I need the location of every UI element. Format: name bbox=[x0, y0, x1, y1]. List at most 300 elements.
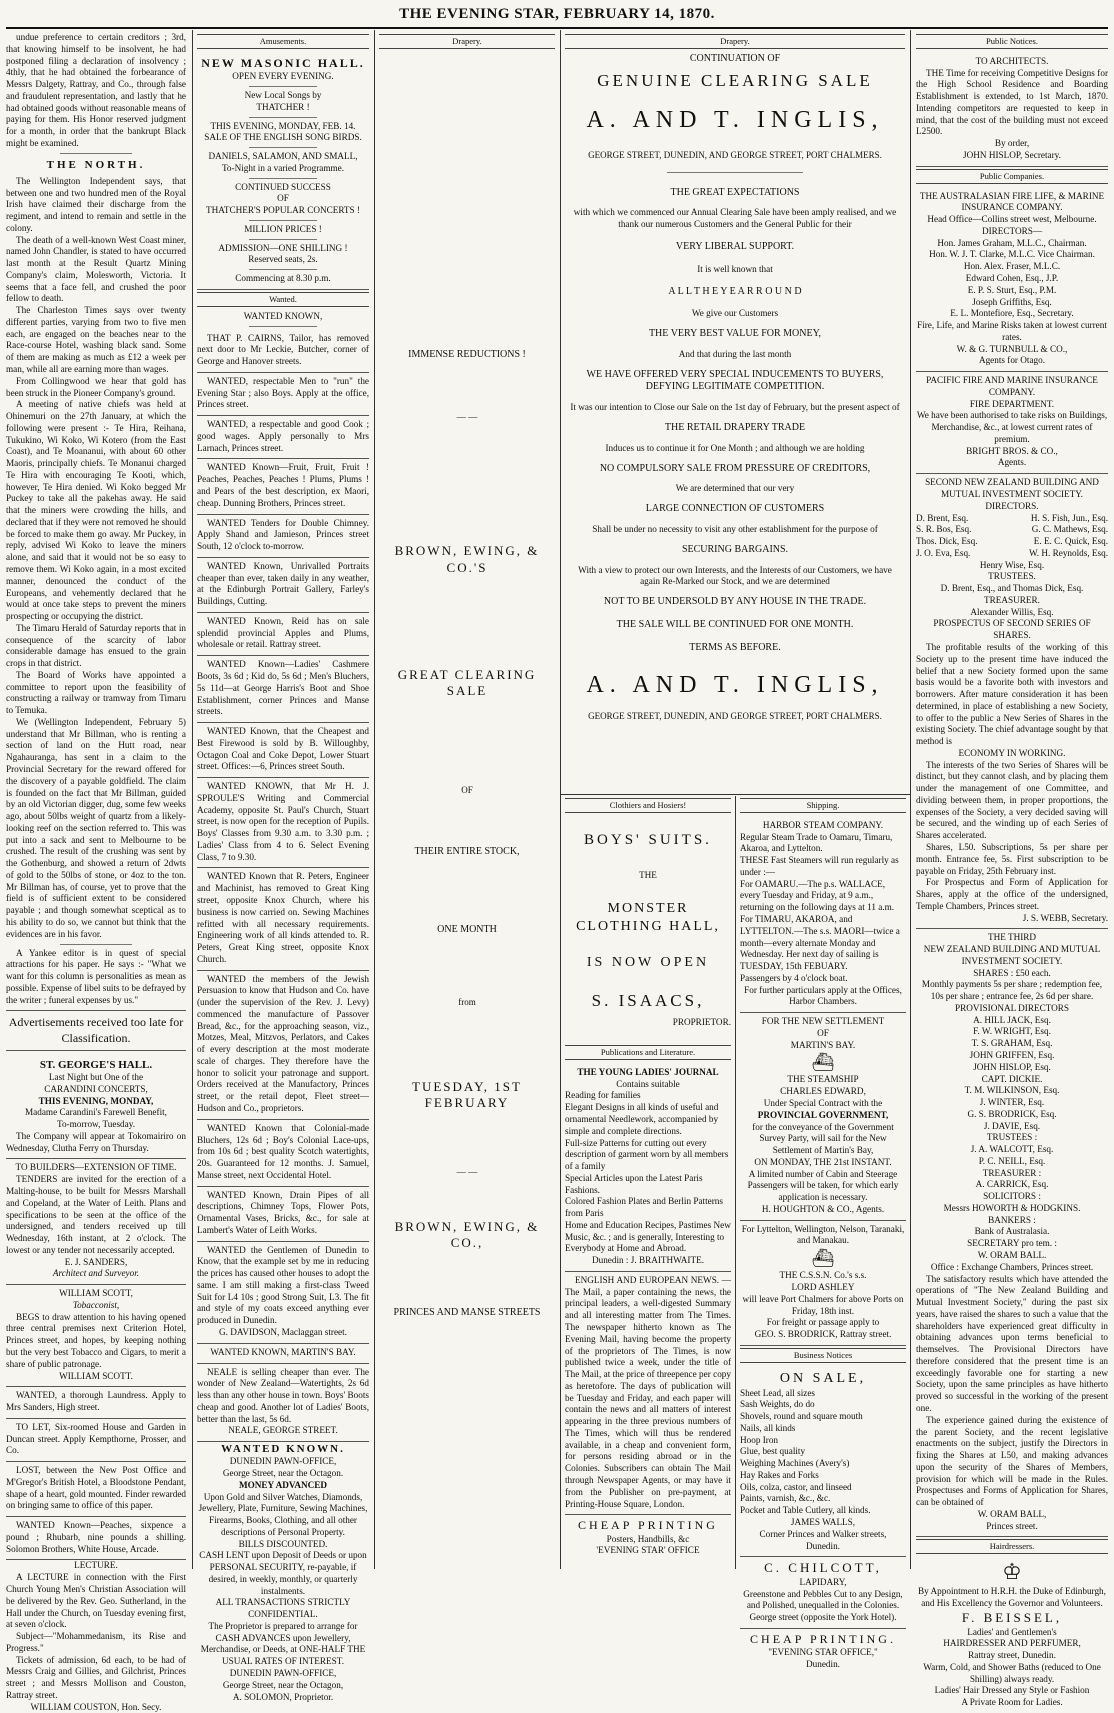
ad-body: WANTED Known—Peaches, sixpence a pound ; Rhubarb, nine pounds a shilling. Solomon Brothers, White House, Arcade. bbox=[6, 1520, 186, 1554]
ad-body: WANTED, respectable Men to "run" the Evening Star ; also Boys. Apply at the office, Princes street. bbox=[197, 375, 369, 410]
ad-body: WANTED Known, Reid has on sale splendid provincial Apples and Plums, wholesale or retail. Rattray street. bbox=[197, 615, 369, 650]
ad-line: 'EVENING STAR' OFFICE bbox=[596, 1545, 700, 1556]
ad-title: ON SALE, bbox=[779, 1370, 867, 1386]
article-paragraph: From Collingwood we hear that gold has been struck in the Pioneer Company's ground. bbox=[6, 375, 186, 398]
director-row: S. R. Bos, Esq. G. C. Mathews, Esq. bbox=[916, 524, 1108, 535]
column-rule bbox=[735, 796, 736, 1569]
ad-line: SHARES : £50 each. bbox=[973, 967, 1051, 978]
ad-line: A. SOLOMON, Proprietor. bbox=[232, 1691, 334, 1702]
ad-body: WANTED Known that R. Peters, Engineer and Machinist, has removed to Great King street, opposite Knox Church, where his business is now carried on. Sewing Machines refitted with all necessary requirements. Engineering work of all kinds attended to. R. Peters, Great King street, opposite Knox Church. bbox=[197, 871, 369, 964]
ad-line: For further particulars apply at the Offices, Harbor Chambers. bbox=[744, 984, 902, 1007]
ad-body: A LECTURE in connection with the First Church Young Men's Christian Association will be delivered by the Rev. Geo. Sutherland, in the Hall under the Church, on Tuesday evening first, at seven o'clock. bbox=[6, 1572, 186, 1630]
ad-signature: Agents for Otago. bbox=[978, 355, 1046, 366]
article-paragraph: We (Wellington Independent, February 5) understand that Mr Billman, who is renting a section of land on the Hutt road, near Ngahauranga, has sent in a claim to the Provincial Secretary for the reward offered for the discovery of a payable goldfield. The claim is founded on the fact that Mr Billman, guided by an old Victorian digger, dug, some few weeks ago, about 50lbs weight of quartz from a likely-looking reef on the section referred to. This was put into a sack and sent to Melbourne to be crushed. The result of the crushing was sent by the Gothenburg, and showed a return of 2dwts of gold to the 50lbs of stone, or 4oz to the ton. Mr Billman has, of course, yet to prove that the field is of sufficient extent to be considered payable ; and though somewhat sceptical as to his ability to do so, we cannot but think that the evidences are in his favor. bbox=[6, 716, 186, 939]
ad-line: THE SALE WILL BE CONTINUED FOR ONE MONTH. bbox=[616, 618, 854, 630]
advertisement bbox=[6, 1419, 186, 1462]
advertisement bbox=[740, 1557, 906, 1629]
director-row: D. Brent, Esq. H. S. Fish, Jun., Esq. bbox=[916, 512, 1108, 523]
ad-line: T. M. WILKINSON, Esq. bbox=[964, 1085, 1060, 1096]
ad-line: We have been authorised to take risks on Buildings, Merchandise, &c., at lowest current rates of premium. bbox=[916, 410, 1108, 444]
advertisement bbox=[6, 1055, 186, 1159]
ad-line: SECRETARY pro tem. : bbox=[967, 1238, 1057, 1249]
advertisement bbox=[197, 1442, 369, 1703]
section-heading: Advertisements received too late for Classification. bbox=[8, 1015, 184, 1045]
ad-signature: H. HOUGHTON & CO., Agents. bbox=[761, 1203, 885, 1214]
ad-line: George Street, near the Octagon, bbox=[222, 1679, 344, 1690]
ad-body: TO LET, Six-roomed House and Garden in Duncan street. Apply Kempthorne, Prosser, and Co. bbox=[6, 1421, 186, 1456]
advertisement bbox=[197, 373, 369, 416]
steamship-icon: ⛴ bbox=[811, 1052, 835, 1073]
ad-line: By Appointment to H.R.H. the Duke of Edinburgh, and His Excellency the Governor and Volunteers. bbox=[918, 1586, 1106, 1609]
ad-signature: By order, bbox=[994, 138, 1030, 149]
ad-title: GENUINE CLEARING SALE bbox=[597, 70, 873, 90]
ad-line: New Local Songs by bbox=[244, 90, 322, 100]
section-heading: Wanted. bbox=[197, 292, 369, 307]
ad-line: DIRECTORS— bbox=[981, 225, 1043, 236]
ad-signature: PROPRIETOR. bbox=[672, 1017, 731, 1028]
ad-line: DANIELS, SALAMON, AND SMALL, bbox=[208, 151, 358, 162]
article-paragraph: A Yankee editor is in quest of special attractions for his paper. He says :- "What we want for this column is personalities as mean as possible. Expense of libel suits to be defrayed by the writer ; funeral expenses by us." bbox=[6, 947, 186, 1005]
ad-line: TERMS AS BEFORE. bbox=[689, 641, 781, 653]
ad-line: Elegant Designs in all kinds of useful and ornamental Needlework, accompanied by simple and complete directions. bbox=[565, 1102, 719, 1136]
advertisement bbox=[197, 53, 369, 290]
ad-line: Alexander Willis, Esq. bbox=[970, 606, 1054, 617]
section-rule bbox=[561, 794, 910, 795]
advertisement bbox=[197, 416, 369, 459]
ad-title: CHEAP PRINTING. bbox=[750, 1631, 896, 1646]
ad-line: Induces us to continue it for One Month ; and although we are holding bbox=[605, 442, 865, 453]
ad-title: WANTED KNOWN. bbox=[221, 1443, 345, 1456]
ad-line: E. P. S. Sturt, Esq., P.M. bbox=[967, 284, 1057, 295]
ad-line: Shovels, round and square mouth bbox=[740, 1411, 863, 1422]
ad-line: G. S. BRODRICK, Esq. bbox=[967, 1108, 1057, 1119]
ad-signature: Dunedin. bbox=[806, 1540, 840, 1551]
ad-line: T. S. GRAHAM, Esq. bbox=[971, 1038, 1053, 1049]
ad-line: THIS EVENING, MONDAY, FEB. 14. bbox=[210, 120, 356, 131]
advertisement bbox=[197, 558, 369, 613]
ad-line: Glue, best quality bbox=[740, 1446, 806, 1457]
ad-body: NEALE is selling cheaper than ever. The wonder of New Zealand—Watertights, 2s 6d less than any other house in town. Boys' Boots cheap and good. Another lot of Ladies' Boots, better than the last, 5s 6d. bbox=[197, 1366, 369, 1424]
ad-line: THE RETAIL DRAPERY TRADE bbox=[664, 422, 806, 434]
advertisement bbox=[197, 613, 369, 656]
ad-title: C. CHILCOTT, bbox=[764, 1560, 882, 1576]
masthead-rule bbox=[6, 27, 1108, 29]
ad-title: CHEAP PRINTING bbox=[578, 1518, 718, 1533]
ad-line: CONTINUED SUCCESS bbox=[235, 181, 331, 192]
ad-line: BILLS DISCOUNTED. bbox=[238, 1538, 328, 1549]
ad-line: Last Night but One of the bbox=[48, 1072, 144, 1083]
ad-signature: WILLIAM COUSTON, Hon. Secy. bbox=[30, 1701, 162, 1712]
ad-line: Sheet Lead, all sizes bbox=[740, 1387, 816, 1398]
ad-line: A limited number of Cabin and Steerage Passengers will be taken, for which early application is necessary. bbox=[747, 1168, 899, 1203]
advertisement bbox=[197, 656, 369, 723]
ad-line: SALE OF THE ENGLISH SONG BIRDS. bbox=[204, 132, 362, 143]
advertisement bbox=[6, 1462, 186, 1517]
ad-line: CARANDINI CONCERTS, bbox=[44, 1083, 148, 1094]
ad-line: LARGE CONNECTION OF CUSTOMERS bbox=[645, 503, 825, 515]
ad-line: TRUSTEES : bbox=[986, 1132, 1038, 1143]
ad-line: Hon. W. J. T. Clarke, M.L.C. Vice Chairman. bbox=[929, 249, 1095, 260]
ad-body: The experience gained during the existence of the parent Society, and the recent legislative enactments on the subject, justify the Directors in fixing the Shares at L50, and making advances upon the security of the Shares of Members, provision for which will be made in the Rules. Prospectuses and Forms of Application for Shares, can be obtained of bbox=[916, 1414, 1108, 1508]
ad-title: FOR THE NEW SETTLEMENT bbox=[761, 1016, 885, 1027]
ad-line: LAPIDARY, bbox=[799, 1576, 847, 1587]
ad-line: Fire, Life, and Marine Risks taken at lowest current rates. bbox=[917, 320, 1107, 342]
ad-signature: Corner Princes and Walker streets, bbox=[759, 1528, 887, 1539]
section-heading: Drapery. bbox=[565, 34, 905, 49]
ad-subtitle: Tobacconist, bbox=[72, 1299, 120, 1310]
ad-line: CAPT. DICKIE. bbox=[981, 1073, 1043, 1084]
article-paragraph: A meeting of native chiefs was held at Ohinemuri on the 27th January, at which the following were present :- Te Hira, Reihana, Tukukino, Wi Koko, Wi Kotero (from the East Coast), and Te Moananui, with about 60 other Maoris, principally chiefs. Te Monanui charged Te Hira with encouraging Te Kooti, which, however, Te Hira denied. Wi Koko begged Mr Puckey to take all the pakehas away. He said that the miners were crowding the hills, and declared that if they were not removed he should be forced to make them go away. Mr Puckey, in reply, advised Wi Koko to leave the miners alone, and said that it would not be so easy to remove them. Wi Koko again, in a most excited manner, denounced the conduct of the Europeans, and vehemently declared that he would at once take steps to prevent the miners prospecting or occupying the district. bbox=[6, 399, 186, 622]
ad-line: PROVINCIAL GOVERNMENT, bbox=[757, 1109, 889, 1120]
ad-line: Sash Weights, do do bbox=[740, 1399, 815, 1410]
column-4-right bbox=[740, 796, 906, 1670]
ad-title: PACIFIC FIRE AND MARINE INSURANCE COMPANY. bbox=[926, 375, 1098, 397]
ad-body: WANTED, a thorough Laundress. Apply to Mrs Sanders, High street. bbox=[6, 1390, 186, 1413]
advertisement bbox=[916, 1558, 1108, 1709]
masthead: THE EVENING STAR, FEBRUARY 14, 1870. bbox=[399, 6, 715, 22]
ad-line: Office : Exchange Chambers, Princes street. bbox=[930, 1261, 1094, 1272]
director-row: J. O. Eva, Esq. W. H. Reynolds, Esq. bbox=[916, 547, 1108, 558]
ad-signature: J. S. WEBB, Secretary. bbox=[1022, 912, 1108, 923]
ad-line: BROWN, EWING, & CO., bbox=[394, 1218, 540, 1251]
ad-line: HAIRDRESSER AND PERFUMER, bbox=[943, 1638, 1081, 1649]
advertisement bbox=[6, 1159, 186, 1285]
ad-line: NOT TO BE UNDERSOLD BY ANY HOUSE IN THE TRADE. bbox=[603, 596, 867, 608]
ad-line: OF bbox=[817, 1027, 829, 1038]
ad-body: THE Time for receiving Competitive Designs for the High School Residence and Boarding Establishment is extended, to 1st March, 1870. Intending competitors are requested to keep in mind, that the cost of the building must not exceed L2500. bbox=[916, 67, 1108, 137]
section-heading: Public Notices. bbox=[916, 34, 1108, 49]
ad-body: The satisfactory results which have attended the operations of "The New Zealand Building and Mutual Investment Society," during the past six years, have raised the shares to such a value that the shareholders have experienced great difficulty in obtaining advances upon terms beneficial to themselves. The Provisional Directors have therefore considered that the present time is an exceedingly favorable one for starting a new Society, upon the same principles as have hitherto proved so successful in the working of the present one. bbox=[916, 1273, 1108, 1413]
ad-body: WANTED Known—Ladies' Cashmere Boots, 3s 6d ; Kid do, 5s 6d ; Men's Bluchers, 5s 11d—at George Harris's Boot and Shoe Establishment, corner Princes and Manse streets. bbox=[197, 659, 369, 717]
ad-line: Passengers by 4 o'clock boat. bbox=[740, 972, 848, 983]
article-continuation: undue preference to certain creditors ; 3rd, that knowing himself to be insolvent, he had postponed filing a declaration of insolvency ; 4thly, that he had obtained the forbearance of Messrs Dalgety, Rattray, and Co., through false and fraudulent representation, and lastly that he had obtained goods without reasonable means of paying for them. His Honor reserved judgment for a month, in order that the bankrupt Black might be examined. bbox=[6, 32, 186, 148]
section-heading: Publications and Literature. bbox=[565, 1045, 731, 1060]
ad-body: WANTED Known, Drain Pipes of all descriptions, Chimney Tops, Flower Pots, Ornamental Vases, Bricks, &c., for sale at Lambert's Water of Leith Works. bbox=[197, 1189, 369, 1235]
advertisement bbox=[6, 1387, 186, 1419]
ad-line: And that during the last month bbox=[678, 348, 792, 359]
advertisement bbox=[197, 868, 369, 970]
ad-line: THATCHER ! bbox=[256, 101, 310, 112]
ad-line: TREASURER : bbox=[982, 1167, 1042, 1178]
ad-line: ON MONDAY, THE 21st INSTANT. bbox=[754, 1156, 892, 1167]
advertisement bbox=[197, 515, 369, 558]
ad-line: from bbox=[458, 997, 476, 1008]
ad-line: Reading for families bbox=[565, 1090, 641, 1101]
ad-line: Pocket and Table Cutlery, all kinds. bbox=[740, 1505, 871, 1516]
ad-signature: Architect and Surveyor. bbox=[52, 1268, 140, 1279]
ad-signature: W. ORAM BALL, bbox=[977, 1508, 1047, 1519]
ad-signature: WILLIAM SCOTT. bbox=[59, 1370, 133, 1381]
ad-line: Hon. James Graham, M.L.C., Chairman. bbox=[937, 237, 1087, 248]
ad-line: Reserved seats, 2s. bbox=[248, 254, 318, 265]
steamship-icon: ⛴ bbox=[811, 1248, 835, 1269]
ad-line: OPEN EVERY EVENING. bbox=[232, 71, 334, 82]
ad-line: MILLION PRICES ! bbox=[244, 223, 322, 234]
ad-line: Colored Fashion Plates and Berlin Patterns from Paris bbox=[565, 1196, 723, 1219]
ad-line: For OAMARU.—The p.s. WALLACE, every Tuesday and Friday, at 9 a.m., returning on the following days at 11 a.m. bbox=[740, 878, 895, 913]
advertisement bbox=[6, 1517, 186, 1560]
ad-line: Ladies' and Gentlemen's bbox=[967, 1626, 1057, 1637]
ad-body: WANTED Known, Unrivalled Portraits cheaper than ever, taken daily in any weather, at the Edinburgh Portrait Gallery, Farley's Buildings, Cutting. bbox=[197, 560, 369, 607]
ad-line: THE C.S.S.N. Co.'s s.s. bbox=[779, 1270, 867, 1281]
ad-line: Hon. Alex. Fraser, M.L.C. bbox=[963, 261, 1061, 272]
ad-title: For Lyttelton, Wellington, Nelson, Taranaki, and Manakau. bbox=[741, 1223, 905, 1246]
ad-body: THAT P. CAIRNS, Tailor, has removed next door to Mr Leckie, Butcher, corner of George and Hanover streets. bbox=[197, 332, 369, 367]
section-heading: Drapery. bbox=[379, 34, 555, 49]
ad-line: P. C. NEILL, Esq. bbox=[978, 1155, 1046, 1166]
ad-line: GEORGE STREET, DUNEDIN, AND GEORGE STREET, PORT CHALMERS. bbox=[588, 150, 882, 161]
column-rule bbox=[910, 30, 911, 1569]
advertisement bbox=[6, 1560, 186, 1713]
ad-line: Posters, Handbills, &c bbox=[606, 1533, 690, 1544]
advertisement bbox=[740, 1221, 906, 1346]
ad-line: W. ORAM BALL. bbox=[977, 1250, 1047, 1261]
ad-signature: W. & G. TURNBULL & CO., bbox=[956, 343, 1068, 354]
ad-signature: JOHN HISLOP, Secretary. bbox=[963, 150, 1061, 160]
ad-line: PROVISIONAL DIRECTORS bbox=[954, 1002, 1070, 1013]
ad-signature: G. DAVIDSON, Maclaggan street. bbox=[219, 1327, 347, 1338]
ad-line: PROSPECTUS OF SECOND SERIES OF SHARES. bbox=[933, 618, 1091, 641]
ad-line: JOHN GRIFFEN, Esq. bbox=[969, 1050, 1055, 1060]
royal-crest-icon: ♔ bbox=[1002, 1559, 1022, 1585]
ad-line: For TIMARU, AKAROA, and LYTTELTON.—The s.s. MAORI—twice a month—every alternate Monday and Wednesday. Her next day of sailing is TUESDAY, 15th FEBUARY. bbox=[740, 914, 900, 972]
advertisement bbox=[916, 929, 1108, 1537]
ad-line: CASH LENT upon Deposit of Deeds or upon PERSONAL SECURITY, re-payable, if desired, in weekly, monthly, or quarterly instalments. bbox=[199, 1550, 367, 1596]
ad-line: TREASURER. bbox=[984, 594, 1040, 605]
ad-line: GEORGE STREET, DUNEDIN, AND GEORGE STREET, PORT CHALMERS. bbox=[588, 711, 882, 722]
article-paragraph: The Wellington Independent says, that between one and two hundred men of the Royal Irish have claimed their discharge from the regiment, and intend to remain and settle in the colony. bbox=[6, 175, 186, 233]
advertisement bbox=[6, 1285, 186, 1387]
ad-line: E. L. Montefiore, Esq., Secretary. bbox=[950, 308, 1074, 319]
ad-title: WANTED KNOWN, MARTIN'S BAY. bbox=[197, 1344, 369, 1364]
ad-line: A. CARRICK, Esq. bbox=[975, 1179, 1049, 1190]
ad-line: The Company will appear at Tokomairiro on Wednesday, Clutha Ferry on Thursday. bbox=[6, 1130, 186, 1153]
column-2 bbox=[197, 32, 369, 1702]
ad-body: The interests of the two Series of Shares will be distinct, but they cannot clash, and by placing them under the management of one Committee, and dividing between them, in proper proportions, the expenses of the Society, a very decided saving will be secured, and the winding up of each Series of Shares accelerated. bbox=[916, 759, 1108, 841]
article-paragraph: The Board of Works have appointed a committee to report upon the feasibility of constructing a railway or tramway from Timaru to Temuka. bbox=[6, 669, 186, 716]
ad-line: J. A. WALCOTT, Esq. bbox=[970, 1144, 1054, 1155]
ad-title: WANTED KNOWN, bbox=[243, 310, 323, 321]
column-rule bbox=[560, 30, 561, 1569]
ad-line: TRUSTEES. bbox=[988, 571, 1036, 582]
ad-line: THATCHER'S POPULAR CONCERTS ! bbox=[206, 205, 360, 216]
ad-line: LORD ASHLEY bbox=[791, 1281, 855, 1292]
ad-line: SOLICITORS : bbox=[983, 1191, 1041, 1202]
advertisement bbox=[565, 1064, 731, 1272]
ad-line: Upon Gold and Silver Watches, Diamonds, Jewellery, Plate, Furniture, Sewing Machines, Firearms, Books, Clothing, and all other descriptions of Personal Property. bbox=[198, 1491, 368, 1537]
ad-signature: Dunedin : J. BRAITHWAITE. bbox=[591, 1255, 705, 1266]
ad-signature: JAMES WALLS, bbox=[790, 1517, 856, 1527]
ad-title: TO BUILDERS—EXTENSION OF TIME. bbox=[15, 1162, 177, 1173]
ad-body: TENDERS are invited for the erection of a Malting-house, to be built for Messrs Marshall and Copeland, at the Water of Leith. Plans and specifications to be seen at the office of the undersigned, and tenders received up till Wednesday, 16th instant, at 2 o'clock. The lowest or any tender not necessarily accepted. bbox=[6, 1174, 186, 1255]
advertisement bbox=[740, 817, 906, 1013]
advertisement bbox=[197, 1242, 369, 1344]
ad-line: To-morrow, Tuesday. bbox=[56, 1119, 136, 1130]
ad-line: THIS EVENING, MONDAY, bbox=[38, 1095, 154, 1106]
advertisement bbox=[197, 459, 369, 514]
ad-line: will leave Port Chalmers for above Ports on Friday, 18th inst. bbox=[742, 1293, 904, 1316]
ad-line: VERY LIBERAL SUPPORT. bbox=[675, 240, 795, 252]
ad-line: THE VERY BEST VALUE FOR MONEY, bbox=[648, 328, 822, 340]
ad-title: THE THIRD bbox=[987, 932, 1037, 943]
ad-title: MONSTER CLOTHING HALL, bbox=[576, 900, 720, 934]
ad-line: A. HILL JACK, Esq. bbox=[973, 1014, 1051, 1025]
ad-signature: GEO. S. BRODRICK, Rattray street. bbox=[754, 1329, 892, 1340]
ad-line: THE GREAT EXPECTATIONS bbox=[670, 186, 800, 198]
advertisement bbox=[565, 1272, 731, 1515]
ad-line: Warm, Cold, and Shower Baths (reduced to One Shilling) always ready. bbox=[923, 1661, 1101, 1684]
ad-line: for the conveyance of the Government Survey Party, will sail for the New Settlement of Martin's Bay, bbox=[752, 1121, 894, 1156]
advertisement bbox=[197, 1364, 369, 1443]
advertisement bbox=[197, 330, 369, 373]
column-4-drapery bbox=[565, 32, 905, 792]
section-heading: Amusements. bbox=[197, 34, 369, 49]
ad-line: — — bbox=[456, 411, 478, 422]
ad-line: F. W. WRIGHT, Esq. bbox=[973, 1026, 1051, 1037]
ad-line: FIRE DEPARTMENT. bbox=[969, 398, 1055, 409]
ad-line: THE STEAMSHIP bbox=[787, 1074, 859, 1085]
ad-body: WANTED Known, that the Cheapest and Best Firewood is sold by B. Willoughby, Octagon Coal and Coke Depot, Lower Stuart street. Offices:—6, Princes street South. bbox=[197, 726, 369, 772]
ad-title: WILLIAM SCOTT, bbox=[59, 1288, 133, 1299]
ad-title: BOYS' SUITS. bbox=[584, 831, 712, 848]
ad-line: Ladies' Hair Dressed any Style or Fashion bbox=[934, 1685, 1090, 1696]
ad-line: DUNEDIN PAWN-OFFICE, bbox=[229, 1456, 337, 1467]
ad-body: WANTED, a respectable and good Cook ; good wages. Apply personally to Mrs Larnach, Princes street. bbox=[197, 419, 369, 453]
ad-line: D. Brent, Esq., and Thomas Dick, Esq. bbox=[940, 583, 1084, 594]
ad-line: Special Articles upon the Latest Paris Fashions. bbox=[565, 1172, 703, 1195]
ad-line: For freight or passage apply to bbox=[766, 1317, 880, 1328]
ad-line: Shall be under no necessity to visit any other establishment for the purpose of bbox=[592, 523, 878, 534]
ad-line: THESE Fast Steamers will run regularly as under :— bbox=[740, 855, 899, 877]
advertisement bbox=[197, 723, 369, 778]
ad-line: — — bbox=[456, 1166, 478, 1177]
section-heading: Clothiers and Hosiers! bbox=[565, 798, 731, 813]
advertisement bbox=[740, 1632, 906, 1671]
ad-line: OF bbox=[277, 193, 289, 204]
ad-line: OF bbox=[461, 784, 473, 795]
ad-line: We give our Customers bbox=[691, 308, 779, 319]
ad-line: with which we commenced our Annual Clearing Sale have been amply realised, and we thank our numerous Customers and the General Public for their bbox=[573, 207, 897, 230]
ad-line: MARTIN'S BAY. bbox=[790, 1039, 856, 1050]
ad-signature: Agents. bbox=[997, 457, 1027, 468]
ad-line: Edward Cohen, Esq., J.P. bbox=[965, 273, 1059, 283]
ad-line: CHARLES EDWARD, bbox=[780, 1086, 866, 1097]
ad-line: To-Night in a varied Programme. bbox=[221, 162, 345, 173]
ad-line: BANKERS : bbox=[988, 1214, 1036, 1225]
ad-line: TUESDAY, 1ST FEBRUARY bbox=[412, 1078, 522, 1111]
advertisement bbox=[916, 372, 1108, 474]
ad-line: JOHN HISLOP, Esq. bbox=[973, 1061, 1051, 1072]
column-rule bbox=[374, 30, 375, 1569]
ad-line: Hoop Iron bbox=[740, 1434, 779, 1445]
ad-line: Rattray street, Dunedin. bbox=[968, 1650, 1056, 1661]
ad-line: J. WINTER, Esq. bbox=[979, 1097, 1045, 1108]
ad-line: Madame Carandini's Farewell Benefit, bbox=[25, 1107, 167, 1118]
advertisement bbox=[197, 1187, 369, 1242]
ad-line: The Proprietor is prepared to arrange for CASH ADVANCES upon Jewellery, Merchandise, or Deeds, at ONE-HALF THE USUAL RATES OF INTEREST. bbox=[200, 1620, 366, 1667]
ad-title: A. AND T. INGLIS, bbox=[586, 107, 884, 134]
advertisement bbox=[916, 188, 1108, 372]
ad-body: ENGLISH AND EUROPEAN NEWS. —The Mail, a paper containing the news, the principal leaders, a well-digested Summary and all interesting matter from The Times. The newspaper hitherto known as The Evening Mail, having become the property of the proprietors of The Times, is now published twice a week, under the title of The Mail, at the price of threepence per copy as heretofore. The days of publication will be Tuesday and Friday, and each paper will contain the news and all matters of interest appearing in the three previous numbers of The Times, which will thus be rendered available, in a cheap and convenient form, for persons residing abroad or in the Colonies. Subscribers can obtain The Mail through Newspaper Agents, or may have it from the Publisher on pre-payment, at Printing-House Square, London. bbox=[565, 1274, 731, 1509]
ad-line: Oils, colza, castor, and linseed bbox=[740, 1481, 852, 1492]
ad-line: SECURING BARGAINS. bbox=[681, 543, 789, 555]
column-5 bbox=[916, 32, 1108, 1708]
ad-title: TO ARCHITECTS. bbox=[975, 55, 1049, 66]
ad-title: A. AND T. INGLIS, bbox=[586, 672, 884, 699]
ad-title: S. ISAACS, bbox=[591, 990, 705, 1010]
advertisement bbox=[916, 53, 1108, 167]
article-paragraph: The death of a well-known West Coast miner, named John Chandler, is stated to have occurred last month at the Result Quartz Mining Company's claim, Molesworth, Victoria. It seems that a face fell, and crushed the poor fellow to death. bbox=[6, 234, 186, 304]
ad-line: Under Special Contract with the bbox=[763, 1097, 883, 1108]
ad-line: BROWN, EWING, & CO.'S bbox=[394, 543, 540, 576]
ad-line: Regular Steam Trade to Oamaru, Timaru, Akaroa, and Lyttelton. bbox=[740, 831, 893, 854]
ad-signature: NEALE, GEORGE STREET. bbox=[228, 1425, 338, 1436]
ad-title: THE AUSTRALASIAN FIRE LIFE, & MARINE INSURANCE COMPANY. bbox=[919, 190, 1105, 213]
article-paragraph: The Charleston Times says over twenty different parties, varying from two to five men each, are engaged on the beaches near to the Race-course Hotel, washing black sand. Some of them are making as much as £12 a week per man, while all are earning more than wages. bbox=[6, 305, 186, 374]
advertisement bbox=[740, 1367, 906, 1558]
ad-line: THE bbox=[639, 870, 657, 881]
ad-title: NEW ZEALAND BUILDING AND MUTUAL INVESTMENT SOCIETY. bbox=[923, 944, 1101, 966]
ad-line: Dunedin. bbox=[806, 1659, 840, 1670]
ad-line: Monthly payments 5s per share ; redemption fee, 10s per share ; entrance fee, 2s 6d per share. bbox=[921, 979, 1103, 1002]
ad-line: Greenstone and Pebbles Cut to any Design, and Polished, unequalled in the Colonies. bbox=[743, 1588, 903, 1611]
column-rule bbox=[192, 30, 193, 1569]
ad-title: ST. GEORGE'S HALL. bbox=[39, 1059, 153, 1072]
ad-line: Henry Wise, Esq. bbox=[979, 559, 1045, 570]
ad-body: WANTED the Gentlemen of Dunedin to Know, that the example set by me in reducing the prices has caused other houses to adopt the same. I am still making a first-class Tweed Suit for L4 10s ; good Strong Suit, L3. The fit and style of my coats exceed anything ever produced in Dunedin. bbox=[197, 1244, 369, 1326]
ad-line: GREAT CLEARING SALE bbox=[397, 666, 537, 699]
advertisement bbox=[916, 474, 1108, 929]
ad-body: WANTED KNOWN, that Mr H. J. SPROULE'S Writing and Commercial Academy, opposite St. Paul's Church, Stuart street, is now open for the reception of Pupils. Boys' Classes from 9.30 a.m. to 3.30 p.m. ; Ladies' Class from 4 to 6. Select Evening Class, 7 to 9.30. bbox=[197, 781, 369, 862]
ad-line: Hay Rakes and Forks bbox=[740, 1469, 819, 1480]
advertisement bbox=[740, 1013, 906, 1221]
ad-line: With a view to protect our own Interests, and the Interests of our Customers, we have again Re-Marked our Stock, and we are determined bbox=[578, 564, 892, 587]
ad-line: George Street, near the Octagon. bbox=[222, 1467, 344, 1478]
column-3 bbox=[379, 32, 555, 1569]
ad-line: PRINCES AND MANSE STREETS bbox=[393, 1306, 541, 1318]
ad-body: Subject—"Mohammedanism, its Rise and Progress." bbox=[6, 1631, 186, 1653]
ad-line: MONEY ADVANCED bbox=[238, 1479, 328, 1490]
section-heading: Shipping. bbox=[740, 798, 906, 813]
ad-title: F. BEISSEL, bbox=[961, 1609, 1063, 1625]
ad-title: HARBOR STEAM COMPANY. bbox=[762, 819, 884, 830]
ad-body: Shares, L50. Subscriptions, 5s per share per month. Entrance fee, 5s. First subscription to be payable on Friday, 25th February inst. bbox=[916, 841, 1108, 876]
ad-line: ECONOMY IN WORKING. bbox=[958, 747, 1066, 758]
ad-line: WE HAVE OFFERED VERY SPECIAL INDUCEMENTS TO BUYERS, DEFYING LEGITIMATE COMPETITION. bbox=[586, 368, 884, 393]
ad-line: DUNEDIN PAWN-OFFICE, bbox=[229, 1668, 337, 1678]
ad-line: We are determined that our very bbox=[675, 483, 795, 494]
ad-line: Full-size Patterns for cutting out every description of garment worn by all members of a family bbox=[565, 1137, 729, 1172]
ad-title: NEW MASONIC HALL. bbox=[201, 55, 365, 70]
ad-line: ONE MONTH bbox=[437, 924, 497, 936]
ad-line: THEIR ENTIRE STOCK, bbox=[414, 846, 520, 858]
ad-line: ALL TRANSACTIONS STRICTLY CONFIDENTIAL. bbox=[215, 1597, 351, 1620]
ad-line: Bank of Australasia. bbox=[974, 1226, 1050, 1237]
ad-signature: Princes street. bbox=[986, 1520, 1038, 1531]
ad-line: IMMENSE REDUCTIONS ! bbox=[408, 348, 526, 360]
ad-title: LECTURE. bbox=[74, 1560, 118, 1571]
advertisement bbox=[197, 971, 369, 1120]
ad-line: J. DAVIE, Esq. bbox=[983, 1120, 1041, 1131]
ad-body: LOST, between the New Post Office and M'Gregor's British Hotel, a Bloodstone Pendant, shape of a heart, gold mounted. Finder rewarded on bringing same to office of this paper. bbox=[6, 1465, 186, 1511]
article-heading: THE NORTH. bbox=[46, 158, 146, 171]
ad-line: Nails, all kinds bbox=[740, 1422, 796, 1433]
ad-line: A Private Room for Ladies. bbox=[961, 1697, 1063, 1708]
ad-line: Weighing Machines (Avery's) bbox=[740, 1458, 850, 1469]
advertisement bbox=[197, 778, 369, 868]
section-heading: Hairdressers. bbox=[916, 1539, 1108, 1554]
ad-line: NO COMPULSORY SALE FROM PRESSURE OF CREDITORS, bbox=[599, 462, 871, 474]
